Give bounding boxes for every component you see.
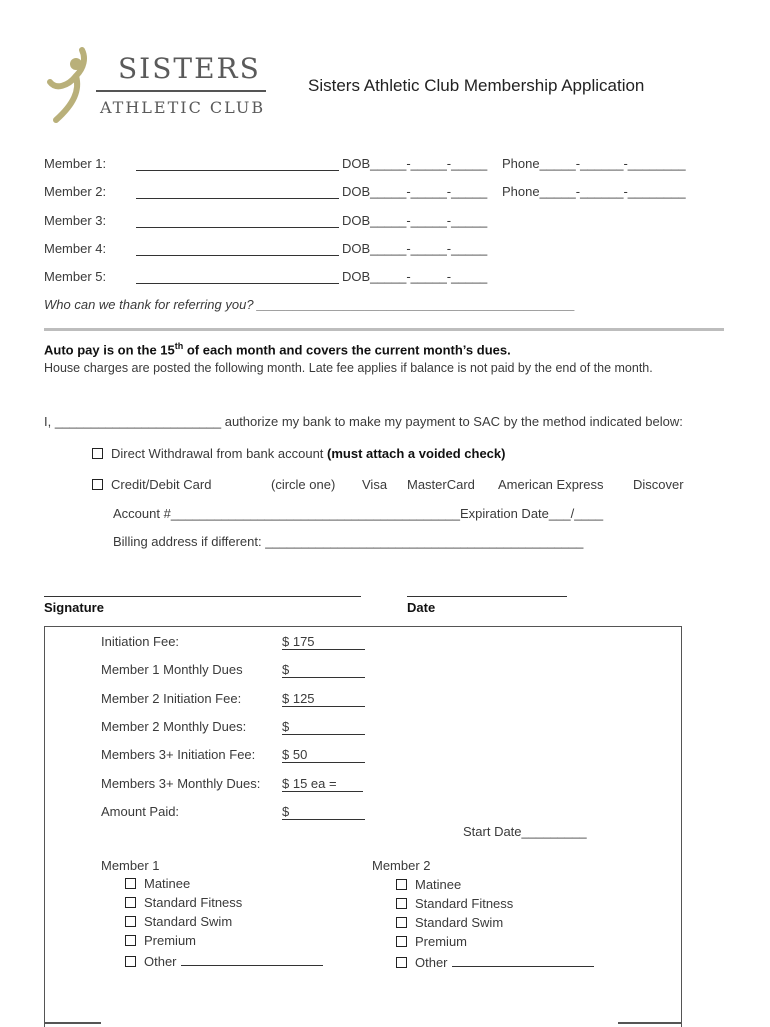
- card-type-mastercard[interactable]: MasterCard: [407, 477, 475, 492]
- fee-value[interactable]: $: [282, 662, 365, 678]
- direct-withdrawal-label: Direct Withdrawal from bank account: [111, 446, 328, 461]
- autopay-bold-post: of each month and covers the current month’s dues.: [183, 342, 511, 358]
- fee-label: Members 3+ Monthly Dues:: [101, 776, 261, 791]
- direct-withdrawal-option[interactable]: [92, 446, 505, 461]
- signature-label: Signature: [44, 600, 104, 615]
- option-label: Premium: [144, 933, 197, 948]
- option-label: Standard Swim: [415, 915, 504, 930]
- card-type-amex[interactable]: American Express: [498, 477, 604, 492]
- checkbox-icon[interactable]: [125, 897, 136, 908]
- member-2-phone[interactable]: Phone_____-______-________: [502, 184, 686, 199]
- member1-option-other[interactable]: [125, 953, 323, 969]
- member2-title: Member 2: [372, 858, 431, 873]
- direct-withdrawal-note: (must attach a voided check): [327, 446, 506, 461]
- member-4-dob[interactable]: DOB_____-_____-_____: [342, 241, 488, 256]
- card-circle-note: (circle one): [271, 477, 336, 492]
- member-3-dob[interactable]: DOB_____-_____-_____: [342, 213, 488, 228]
- autopay-bold-pre: Auto pay is on the 15: [44, 342, 175, 358]
- fee-label: Member 2 Monthly Dues:: [101, 719, 247, 734]
- checkbox-icon[interactable]: [125, 878, 136, 889]
- logo-divider: [96, 90, 266, 92]
- checkbox-icon[interactable]: [92, 448, 103, 459]
- card-label: Credit/Debit Card: [111, 477, 212, 492]
- option-label: Matinee: [144, 876, 191, 891]
- member-1-name-field[interactable]: [136, 158, 339, 171]
- checkbox-icon[interactable]: [125, 935, 136, 946]
- member2-option[interactable]: [396, 915, 503, 930]
- member2-option[interactable]: [396, 896, 513, 911]
- signature-line[interactable]: [44, 596, 361, 597]
- other-field[interactable]: [181, 953, 323, 966]
- fee-value[interactable]: $ 50: [282, 747, 365, 763]
- fee-value[interactable]: $ 15 ea =: [282, 776, 363, 792]
- checkbox-icon[interactable]: [396, 898, 407, 909]
- member2-option[interactable]: [396, 877, 461, 892]
- fee-label: Member 1 Monthly Dues: [101, 662, 243, 677]
- option-label: Other: [415, 955, 448, 970]
- fee-label: Member 2 Initiation Fee:: [101, 691, 242, 706]
- logo-line1: SISTERS: [118, 52, 261, 85]
- start-date-field[interactable]: Start Date_________: [463, 824, 587, 839]
- other-field[interactable]: [452, 954, 594, 967]
- member-2-name-field[interactable]: [136, 186, 339, 199]
- member-1-dob[interactable]: DOB_____-_____-_____: [342, 156, 488, 171]
- billing-address-field[interactable]: Billing address if different: ____________________________________________: [113, 534, 584, 549]
- option-label: Premium: [415, 934, 468, 949]
- option-label: Standard Fitness: [415, 896, 514, 911]
- member-3-label: Member 3:: [44, 213, 107, 228]
- checkbox-icon[interactable]: [396, 957, 407, 968]
- box-bottom-left-line: [44, 1022, 101, 1024]
- section-divider: [44, 328, 724, 331]
- member1-option[interactable]: [125, 914, 232, 929]
- autopay-note: House charges are posted the following month. Late fee applies if balance is not paid by the end of the month.: [44, 361, 653, 375]
- date-line[interactable]: [407, 596, 567, 597]
- checkbox-icon[interactable]: [396, 917, 407, 928]
- member-5-dob[interactable]: DOB_____-_____-_____: [342, 269, 488, 284]
- member-5-name-field[interactable]: [136, 271, 339, 284]
- checkbox-icon[interactable]: [125, 916, 136, 927]
- card-type-visa[interactable]: Visa: [362, 477, 388, 492]
- checkbox-icon[interactable]: [396, 879, 407, 890]
- referral-field[interactable]: Who can we thank for referring you? ____________________________________________: [44, 297, 576, 312]
- card-type-discover[interactable]: Discover: [633, 477, 684, 492]
- option-label: Standard Swim: [144, 914, 233, 929]
- member1-option[interactable]: [125, 933, 196, 948]
- member1-option[interactable]: [125, 876, 190, 891]
- account-number-field[interactable]: Account #________________________________________Expiration Date___/____: [113, 506, 604, 521]
- fee-value[interactable]: $ 175: [282, 634, 365, 650]
- option-label: Other: [144, 954, 177, 969]
- fee-value[interactable]: $ 125: [282, 691, 365, 707]
- date-label: Date: [407, 600, 436, 615]
- checkbox-icon[interactable]: [125, 956, 136, 967]
- member-1-phone[interactable]: Phone_____-______-________: [502, 156, 686, 171]
- card-option[interactable]: [92, 477, 211, 492]
- member1-option[interactable]: [125, 895, 242, 910]
- fee-value[interactable]: $: [282, 804, 365, 820]
- fee-value[interactable]: $: [282, 719, 365, 735]
- member-3-name-field[interactable]: [136, 215, 339, 228]
- option-label: Matinee: [415, 877, 462, 892]
- fee-label: Initiation Fee:: [101, 634, 180, 649]
- logo-line2: ATHLETIC CLUB: [100, 98, 266, 117]
- authorize-statement[interactable]: I, _______________________ authorize my bank to make my payment to SAC by the method indicated below:: [44, 414, 683, 429]
- fee-label: Members 3+ Initiation Fee:: [101, 747, 256, 762]
- fee-label: Amount Paid:: [101, 804, 180, 819]
- member-4-label: Member 4:: [44, 241, 107, 256]
- member-2-label: Member 2:: [44, 184, 107, 199]
- logo: [46, 46, 271, 126]
- box-bottom-right-line: [618, 1022, 682, 1024]
- member-2-dob[interactable]: DOB_____-_____-_____: [342, 184, 488, 199]
- member-1-label: Member 1:: [44, 156, 107, 171]
- member-4-name-field[interactable]: [136, 243, 339, 256]
- autopay-sup: th: [174, 341, 184, 351]
- checkbox-icon[interactable]: [396, 936, 407, 947]
- page-title: Sisters Athletic Club Membership Application: [308, 76, 645, 95]
- option-label: Standard Fitness: [144, 895, 243, 910]
- autopay-notice: [44, 341, 511, 357]
- member-5-label: Member 5:: [44, 269, 107, 284]
- member1-title: Member 1: [101, 858, 160, 873]
- athlete-figure-icon: [46, 46, 96, 126]
- member2-option-other[interactable]: [396, 954, 594, 970]
- checkbox-icon[interactable]: [92, 479, 103, 490]
- member2-option[interactable]: [396, 934, 467, 949]
